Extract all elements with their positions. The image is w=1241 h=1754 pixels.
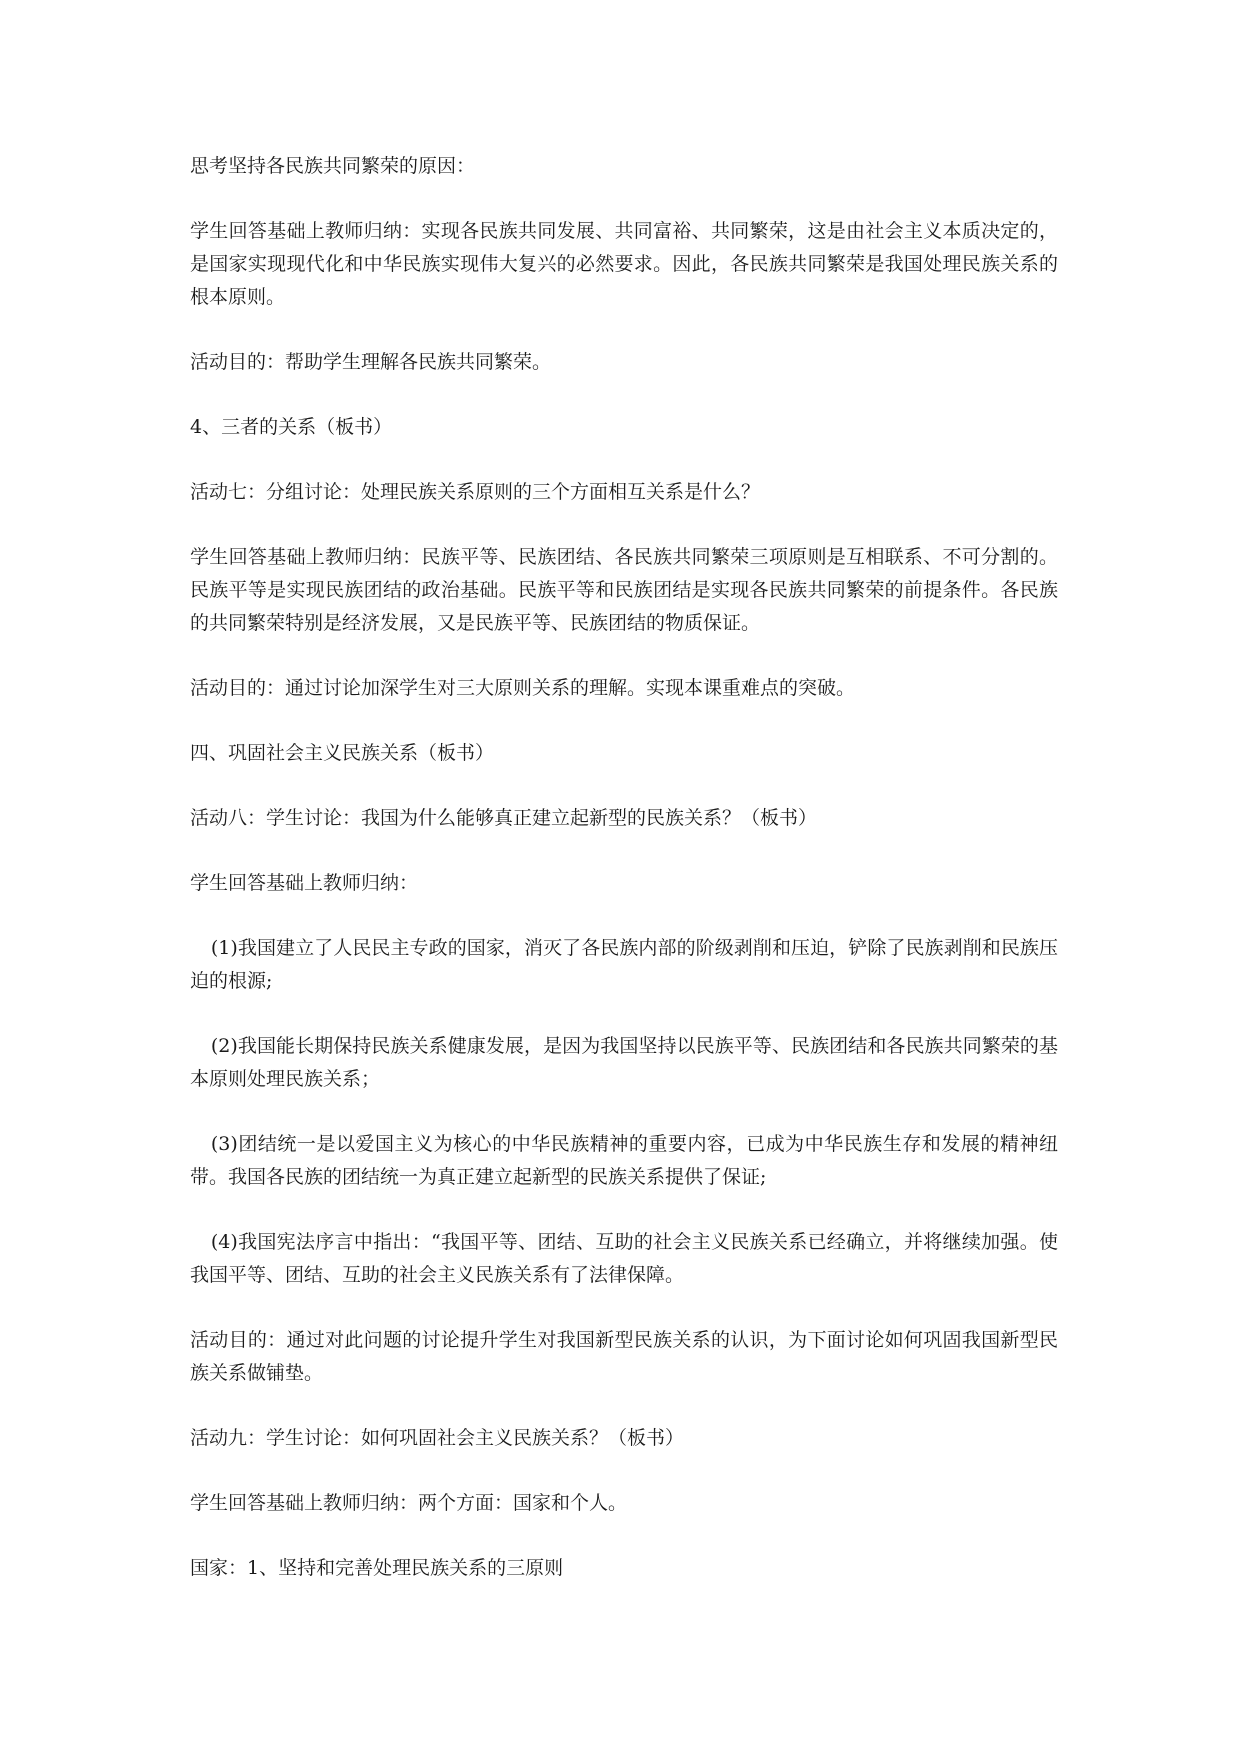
- paragraph-point-4: (4)我国宪法序言中指出：“我国平等、团结、互助的社会主义民族关系已经确立，并将继续加强。使我国平等、团结、互助的社会主义民族关系有了法律保障。: [190, 1231, 1058, 1286]
- paragraph-activity-nine: 活动九：学生讨论：如何巩固社会主义民族关系？（板书）: [190, 1427, 685, 1449]
- paragraph-question-prosperity: 思考坚持各民族共同繁荣的原因：: [190, 155, 476, 177]
- paragraph-activity-seven: 活动七：分组讨论：处理民族关系原则的三个方面相互关系是什么？: [190, 481, 761, 503]
- paragraph-activity-purpose-new-relations: 活动目的：通过对此问题的讨论提升学生对我国新型民族关系的认识，为下面讨论如何巩固我国新型民族关系做铺垫。: [190, 1329, 1058, 1384]
- paragraph-point-3: (3)团结统一是以爱国主义为核心的中华民族精神的重要内容，已成为中华民族生存和发展的精神纽带。我国各民族的团结统一为真正建立起新型的民族关系提供了保证;: [190, 1133, 1058, 1188]
- paragraph-activity-eight: 活动八：学生讨论：我国为什么能够真正建立起新型的民族关系？（板书）: [190, 807, 818, 829]
- paragraph-teacher-summary-prosperity: 学生回答基础上教师归纳：实现各民族共同发展、共同富裕、共同繁荣，这是由社会主义本质决定的，是国家实现现代化和中华民族实现伟大复兴的必然要求。因此，各民族共同繁荣是我国处理民族关系的根本原则。: [190, 220, 1058, 308]
- paragraph-heading-consolidate: 四、巩固社会主义民族关系（板书）: [190, 742, 495, 764]
- paragraph-teacher-summary-intro: 学生回答基础上教师归纳：: [190, 872, 419, 894]
- paragraph-activity-purpose-prosperity: 活动目的：帮助学生理解各民族共同繁荣。: [190, 351, 552, 373]
- document-body: [190, 150, 1058, 1617]
- paragraph-activity-purpose-principles: 活动目的：通过讨论加深学生对三大原则关系的理解。实现本课重难点的突破。: [190, 677, 856, 699]
- paragraph-state-point-1: 国家：1、坚持和完善处理民族关系的三原则: [190, 1557, 564, 1579]
- paragraph-point-2: (2)我国能长期保持民族关系健康发展，是因为我国坚持以民族平等、民族团结和各民族共同繁荣的基本原则处理民族关系；: [190, 1035, 1058, 1090]
- paragraph-teacher-summary-principles: 学生回答基础上教师归纳：民族平等、民族团结、各民族共同繁荣三项原则是互相联系、不可分割的。民族平等是实现民族团结的政治基础。民族平等和民族团结是实现各民族共同繁荣的前提条件。各民族的共同繁荣特别是经济发展，又是民族平等、民族团结的物质保证。: [190, 546, 1058, 634]
- paragraph-heading-relationship: 4、三者的关系（板书）: [190, 416, 393, 438]
- paragraph-teacher-summary-two-aspects: 学生回答基础上教师归纳：两个方面：国家和个人。: [190, 1492, 628, 1514]
- paragraph-point-1: (1)我国建立了人民民主专政的国家，消灭了各民族内部的阶级剥削和压迫，铲除了民族剥削和民族压迫的根源;: [190, 937, 1058, 992]
